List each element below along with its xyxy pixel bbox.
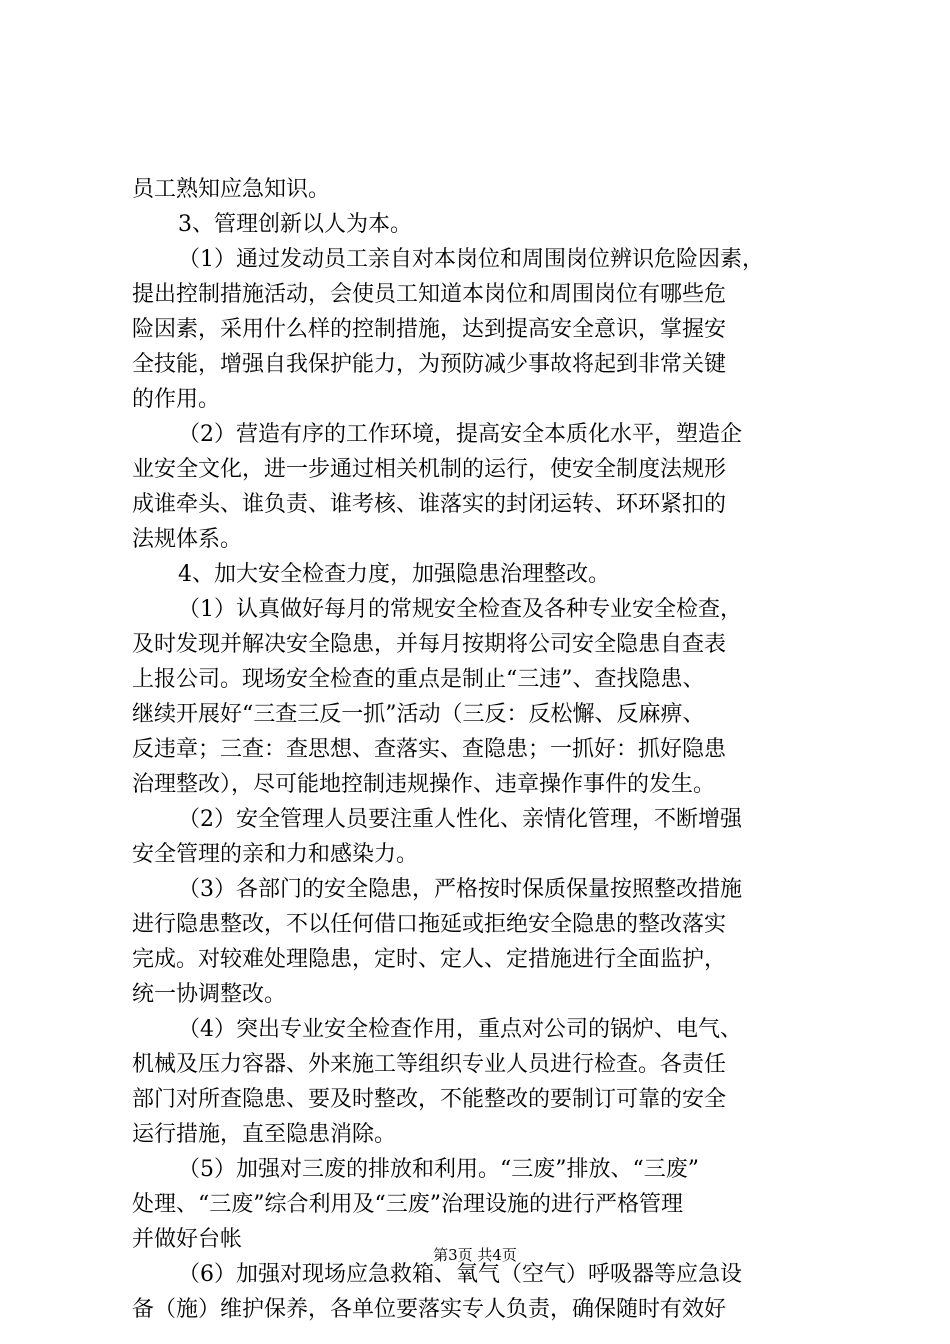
text-line: （3）各部门的安全隐患，严格按时保质保量按照整改措施 — [178, 877, 742, 902]
text-line: 险因素，采用什么样的控制措施，达到提高安全意识，掌握安 — [132, 317, 727, 342]
text-line: （2）安全管理人员要注重人性化、亲情化管理，不断增强 — [178, 807, 742, 832]
text-line: 上报公司。现场安全检查的重点是制止“三违”、查找隐患、 — [132, 667, 705, 692]
page-number-label: 第3页 共4页 — [433, 1246, 517, 1264]
text-line: 的作用。 — [132, 387, 221, 412]
text-line: （4）突出专业安全检查作用，重点对公司的锅炉、电气、 — [178, 1017, 742, 1042]
text-line: 进行隐患整改，不以任何借口拖延或拒绝安全隐患的整改落实 — [132, 912, 727, 937]
text-line: 提出控制措施活动，会使员工知道本岗位和周围岗位有哪些危 — [132, 282, 727, 307]
text-line: 备（施）维护保养，各单位要落实专人负责，确保随时有效好 — [132, 1297, 727, 1322]
text-line: 运行措施，直至隐患消除。 — [132, 1122, 397, 1147]
text-line: 员工熟知应急知识。 — [132, 177, 331, 202]
text-line: 部门对所查隐患、要及时整改，不能整改的要制订可靠的安全 — [132, 1087, 727, 1112]
text-line: 4、加大安全检查力度，加强隐患治理整改。 — [178, 562, 610, 587]
text-line: 统一协调整改。 — [132, 982, 287, 1007]
text-line: 治理整改），尽可能地控制违规操作、违章操作事件的发生。 — [132, 772, 716, 797]
text-line: 3、管理创新以人为本。 — [178, 212, 412, 237]
text-line: （2）营造有序的工作环境，提高安全本质化水平，塑造企 — [178, 422, 742, 447]
text-line: 并做好台帐 — [132, 1227, 243, 1252]
text-line: 业安全文化，进一步通过相关机制的运行，使安全制度法规形 — [132, 457, 727, 482]
text-line: 反违章；三查：查思想、查落实、查隐患；一抓好：抓好隐患 — [132, 737, 727, 762]
text-line: （5）加强对三废的排放和利用。“三废”排放、“三废” — [178, 1157, 699, 1182]
page-footer — [0, 1245, 950, 1265]
text-line: 全技能，增强自我保护能力，为预防减少事故将起到非常关键 — [132, 352, 727, 377]
text-line: 法规体系。 — [132, 527, 243, 552]
text-line: 处理、“三废”综合利用及“三废”治理设施的进行严格管理 — [132, 1192, 683, 1217]
text-line: 及时发现并解决安全隐患，并每月按期将公司安全隐患自查表 — [132, 632, 727, 657]
text-line: 继续开展好“三查三反一抓”活动（三反：反松懈、反麻痹、 — [132, 702, 705, 727]
text-line: 安全管理的亲和力和感染力。 — [132, 842, 419, 867]
text-line: 成谁牵头、谁负责、谁考核、谁落实的封闭运转、环环紧扣的 — [132, 492, 727, 517]
document-body — [132, 172, 832, 1327]
text-line: （6）加强对现场应急救箱、氧气（空气）呼吸器等应急设 — [178, 1262, 742, 1287]
text-line: 机械及压力容器、外来施工等组织专业人员进行检查。各责任 — [132, 1052, 727, 1077]
text-line: （1）认真做好每月的常规安全检查及各种专业安全检查， — [178, 597, 742, 622]
text-line: 完成。对较难处理隐患，定时、定人、定措施进行全面监护， — [132, 947, 727, 972]
text-line: （1）通过发动员工亲自对本岗位和周围岗位辨识危险因素， — [178, 247, 764, 272]
